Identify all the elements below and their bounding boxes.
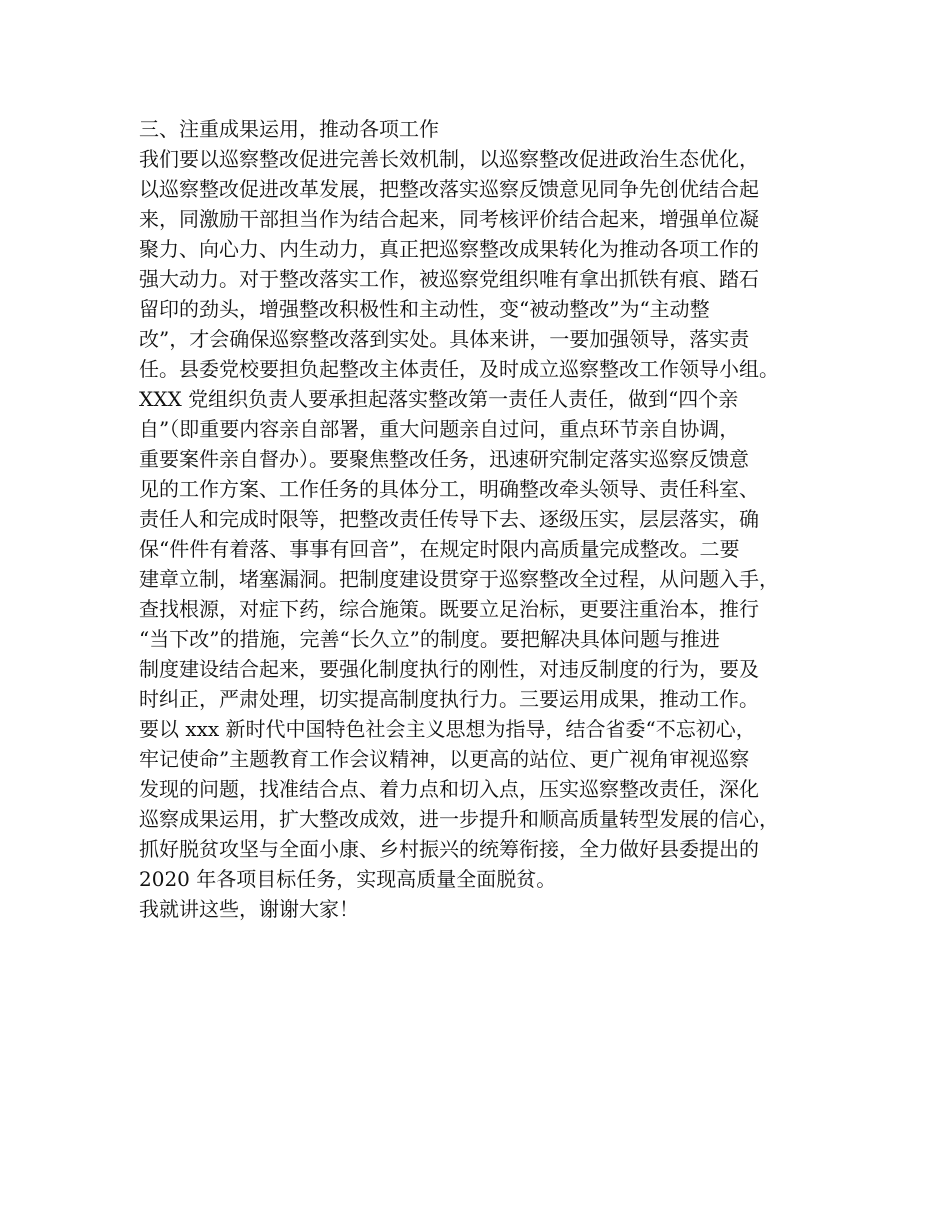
paragraph-line: 抓好脱贫攻坚与全面小康、乡村振兴的统筹衔接，全力做好县委提出的	[139, 837, 759, 861]
paragraph-line: 我们要以巡察整改促进完善长效机制，以巡察整改促进政治生态优化，	[139, 147, 759, 171]
paragraph-line: 强大动力。对于整改落实工作，被巡察党组织唯有拿出抓铁有痕、踏石	[139, 267, 759, 291]
paragraph-line: 制度建设结合起来，要强化制度执行的刚性，对违反制度的行为，要及	[139, 657, 759, 681]
paragraph-line: XXX 党组织负责人要承担起落实整改第一责任人责任，做到“四个亲	[139, 387, 739, 411]
paragraph-line: 见的工作方案、工作任务的具体分工，明确整改牵头领导、责任科室、	[139, 477, 759, 501]
paragraph-line: 重要案件亲自督办）。要聚焦整改任务，迅速研究制定落实巡察反馈意	[139, 447, 749, 471]
paragraph-line: 建章立制，堵塞漏洞。把制度建设贯穿于巡察整改全过程，从问题入手，	[139, 567, 779, 591]
paragraph-line: 发现的问题，找准结合点、着力点和切入点，压实巡察整改责任，深化	[139, 777, 759, 801]
paragraph-line: 巡察成果运用，扩大整改成效，进一步提升和顺高质量转型发展的信心，	[139, 807, 779, 831]
paragraph-line: “当下改”的措施，完善“长久立”的制度。要把解决具体问题与推进	[139, 627, 720, 651]
paragraph-line: 牢记使命”主题教育工作会议精神，以更高的站位、更广视角审视巡察	[139, 747, 750, 771]
section-heading: 三、注重成果运用，推动各项工作	[139, 117, 439, 141]
paragraph-line: 要以 xxx 新时代中国特色社会主义思想为指导，结合省委“不忘初心，	[139, 717, 756, 741]
closing-remark: 我就讲这些，谢谢大家！	[139, 897, 359, 921]
paragraph-line: 2020 年各项目标任务，实现高质量全面脱贫。	[139, 867, 557, 891]
paragraph-line: 责任人和完成时限等，把整改责任传导下去、逐级压实，层层落实，确	[139, 507, 759, 531]
paragraph-line: 时纠正，严肃处理，切实提高制度执行力。三要运用成果，推动工作。	[139, 687, 759, 711]
paragraph-line: 保“件件有着落、事事有回音”，在规定时限内高质量完成整改。二要	[139, 537, 740, 561]
paragraph-line: 留印的劲头，增强整改积极性和主动性，变“被动整改”为“主动整	[139, 297, 710, 321]
paragraph-line: 聚力、向心力、内生动力，真正把巡察整改成果转化为推动各项工作的	[139, 237, 759, 261]
paragraph-line: 查找根源，对症下药，综合施策。既要立足治标，更要注重治本，推行	[139, 597, 759, 621]
document-body	[139, 114, 829, 924]
paragraph-line: 来，同激励干部担当作为结合起来，同考核评价结合起来，增强单位凝	[139, 207, 759, 231]
paragraph-line: 改”，才会确保巡察整改落到实处。具体来讲，一要加强领导，落实责	[139, 327, 750, 351]
paragraph-line: 自”（即重要内容亲自部署，重大问题亲自过问，重点环节亲自协调，	[139, 417, 740, 441]
paragraph-line: 任。县委党校要担负起整改主体责任，及时成立巡察整改工作领导小组。	[139, 357, 779, 381]
paragraph-line: 以巡察整改促进改革发展，把整改落实巡察反馈意见同争先创优结合起	[139, 177, 759, 201]
